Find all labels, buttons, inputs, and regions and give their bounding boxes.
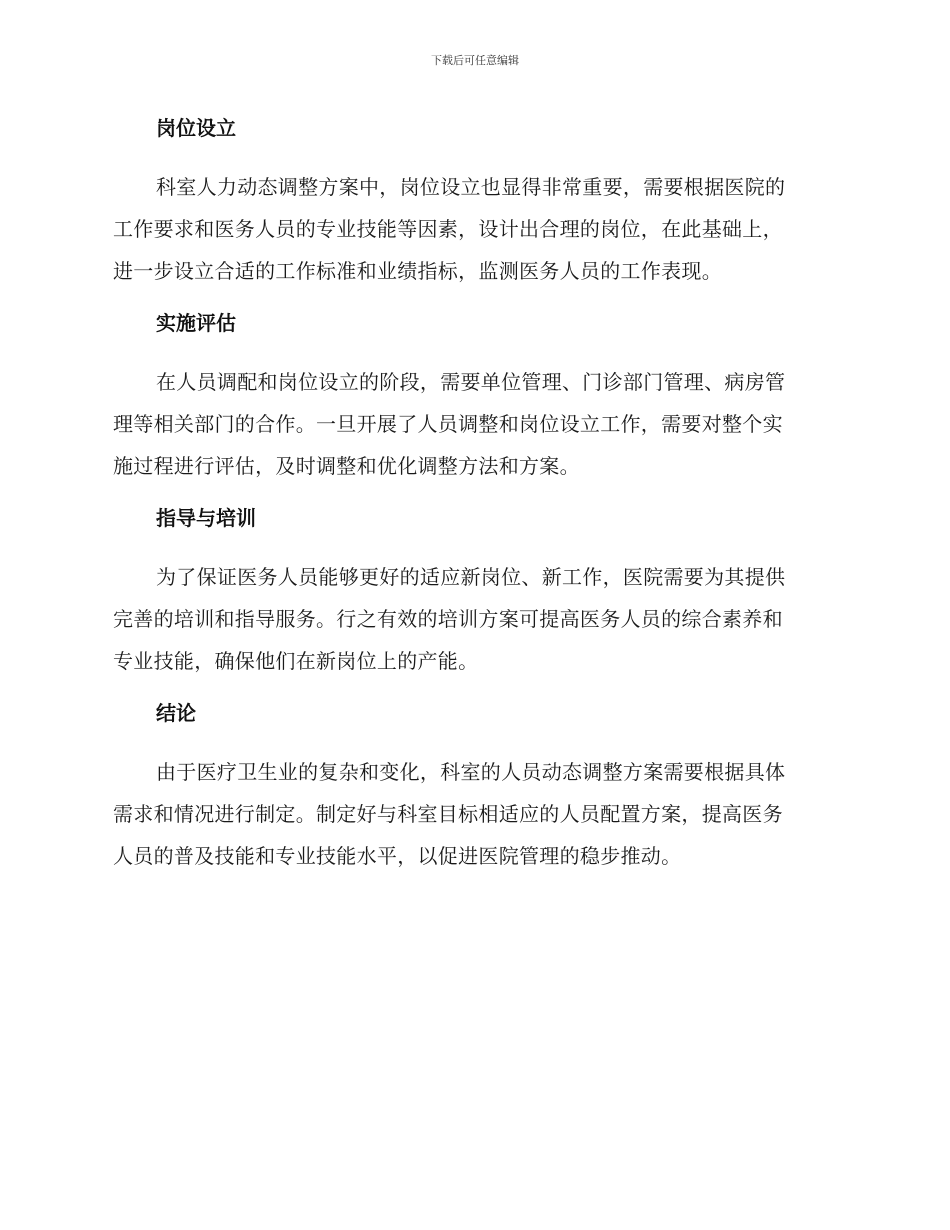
paragraph-line: 人员的普及技能和专业技能水平，以促进医院管理的稳步推动。: [113, 844, 682, 868]
paragraph-line: 在人员调配和岗位设立的阶段，需要单位管理、门诊部门管理、病房管: [156, 370, 786, 394]
document-body: [113, 110, 835, 890]
section-heading-conclusion: 结论: [156, 701, 196, 725]
paragraph-line: 由于医疗卫生业的复杂和变化，科室的人员动态调整方案需要根据具体: [156, 760, 786, 784]
section-paragraph-conclusion: [113, 751, 835, 877]
paragraph-line: 施过程进行评估，及时调整和优化调整方法和方案。: [113, 454, 580, 478]
section-heading-guidance-training: 指导与培训: [156, 506, 256, 530]
section-paragraph-implementation-evaluation: [113, 361, 835, 487]
paragraph-line: 专业技能，确保他们在新岗位上的产能。: [113, 649, 479, 673]
paragraph-line: 理等相关部门的合作。一旦开展了人员调整和岗位设立工作，需要对整个实: [113, 412, 783, 436]
section-heading-implementation-evaluation: 实施评估: [156, 311, 236, 335]
header-note: 下载后可任意编辑: [431, 54, 519, 67]
paragraph-line: 科室人力动态调整方案中，岗位设立也显得非常重要，需要根据医院的: [156, 175, 786, 199]
paragraph-line: 工作要求和医务人员的专业技能等因素，设计出合理的岗位，在此基础上，: [113, 217, 783, 241]
paragraph-line: 为了保证医务人员能够更好的适应新岗位、新工作，医院需要为其提供: [156, 565, 786, 589]
section-paragraph-post-setup: [113, 166, 835, 292]
section-heading-post-setup: 岗位设立: [156, 116, 236, 140]
section-paragraph-guidance-training: [113, 556, 835, 682]
paragraph-line: 完善的培训和指导服务。行之有效的培训方案可提高医务人员的综合素养和: [113, 607, 783, 631]
paragraph-line: 需求和情况进行制定。制定好与科室目标相适应的人员配置方案，提高医务: [113, 802, 783, 826]
paragraph-line: 进一步设立合适的工作标准和业绩指标，监测医务人员的工作表现。: [113, 259, 722, 283]
